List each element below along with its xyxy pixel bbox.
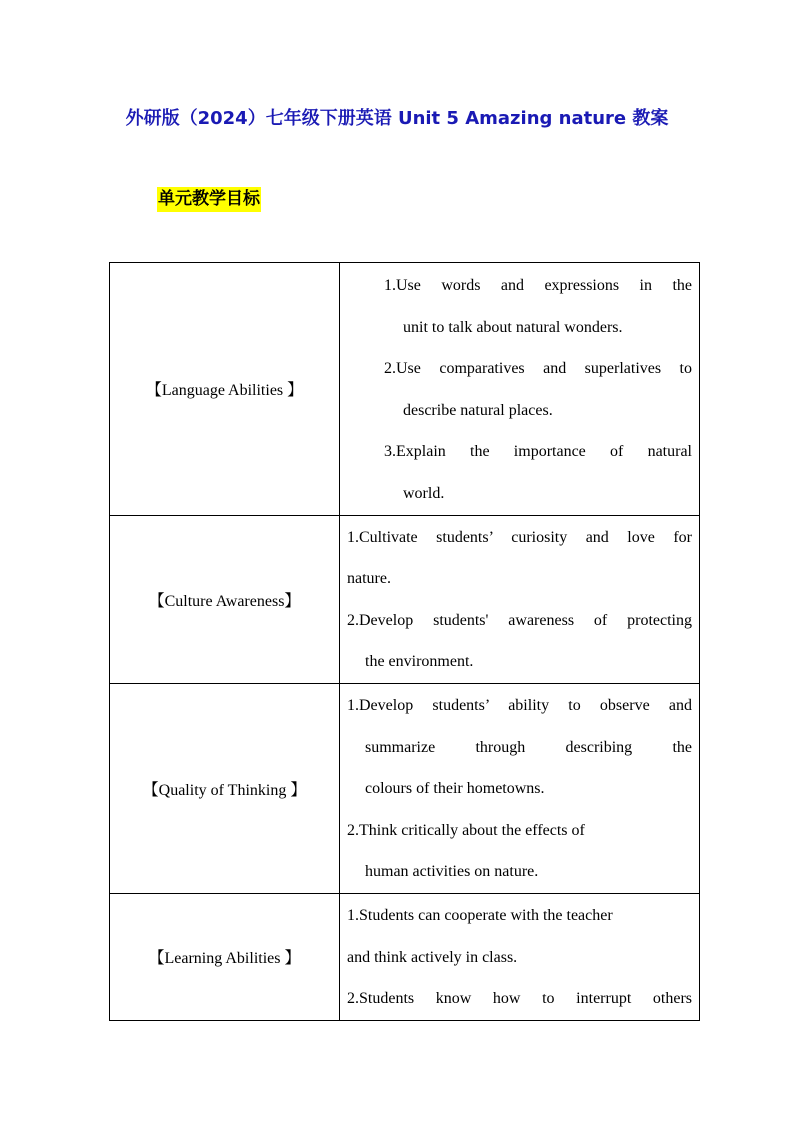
item-text-continued: the environment. [365,653,474,671]
item-text: 2.Use comparatives and superlatives to [384,360,692,378]
list-item [347,978,692,1020]
item-text: 2.Students know how to interrupt others [347,990,692,1008]
item-text: 1.Use words and expressions in the [384,277,692,294]
list-item [347,810,692,893]
document-title: 外研版（2024）七年级下册英语 Unit 5 Amazing nature 教案 [125,108,669,129]
section-heading: 单元教学目标 [157,187,261,212]
goal-content [340,683,700,893]
list-item [347,895,692,978]
goal-items [347,265,692,515]
item-text-continued: describe natural places. [403,401,553,419]
list-item [347,685,692,810]
goal-content [340,893,700,1020]
goal-label: 【Learning Abilities 】 [110,893,340,1020]
goal-content [340,515,700,683]
item-text: 2.Develop students' awareness of protecting [347,611,692,629]
list-item [347,600,692,683]
item-text-continued: unit to talk about natural wonders. [403,318,623,336]
goal-content [340,263,700,516]
list-item [384,348,692,431]
goal-label: 【Quality of Thinking 】 [110,683,340,893]
list-item [384,431,692,514]
goal-label: 【Culture Awareness】 [110,515,340,683]
item-text: 1.Students can cooperate with the teacher [347,906,613,924]
item-text: 1.Develop students’ ability to observe and [347,696,692,714]
item-text-continued: and think actively in class. [347,948,518,966]
table-row [110,263,700,516]
list-item [384,265,692,348]
item-text: 1.Cultivate students’ curiosity and love for [347,528,692,546]
list-item [347,517,692,600]
table-row [110,893,700,1020]
teaching-goals-table [109,262,700,1021]
table-row [110,683,700,893]
item-text: 3.Explain the importance of natural [384,443,692,461]
table-row [110,515,700,683]
item-text-continued: world. [403,484,445,502]
item-text-continued: summarize through describing the [365,738,692,756]
item-text: 2.Think critically about the effects of [347,821,585,839]
item-text-continued: human activities on nature. [365,863,539,881]
goal-label: 【Language Abilities 】 [110,263,340,516]
item-text-continued: nature. [347,570,391,588]
item-text-continued: colours of their hometowns. [365,780,545,798]
